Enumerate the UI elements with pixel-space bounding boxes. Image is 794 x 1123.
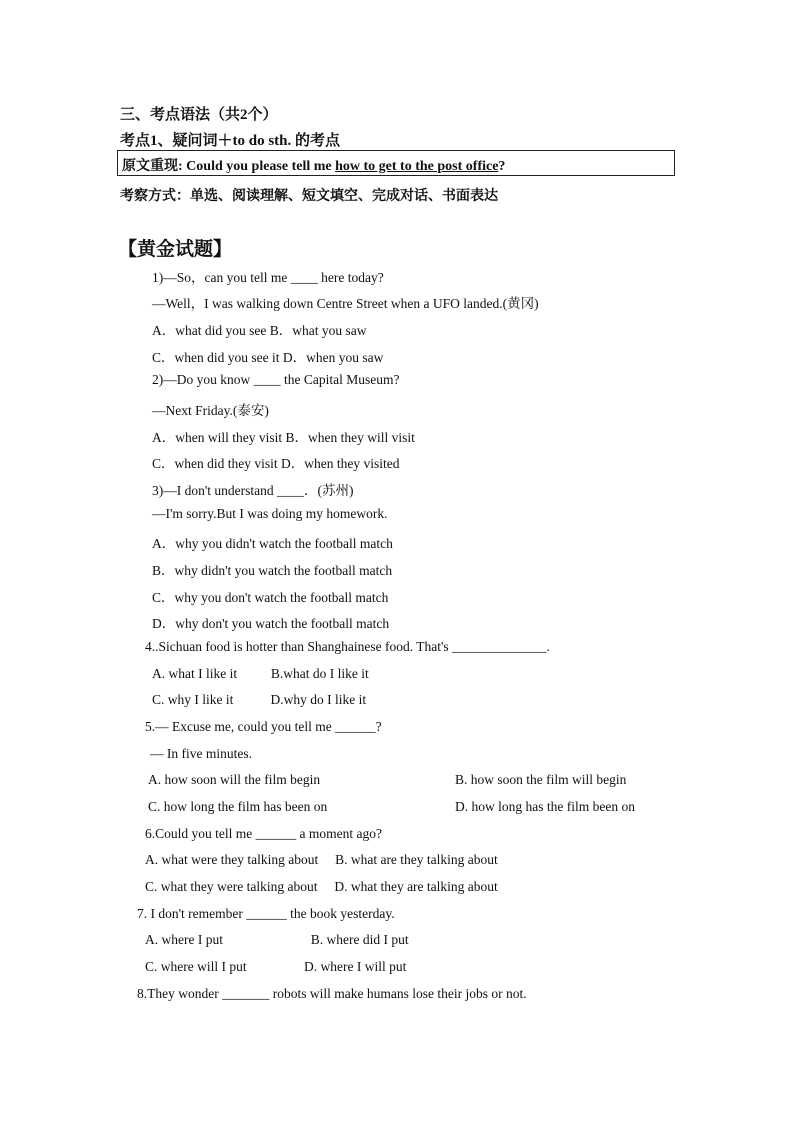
option-line: A．why you didn't watch the football match — [152, 536, 393, 551]
option-d: D. how long has the film been on — [455, 799, 635, 814]
option-line: A. what I like it B.what do I like it — [152, 666, 369, 681]
option-c: C. how long the film has been on — [148, 799, 328, 814]
original-text-box — [117, 150, 675, 176]
option-a: A. how soon will the film begin — [148, 772, 321, 787]
answer-2: —Next Friday.(泰安) — [152, 403, 269, 418]
original-label: 原文重现: — [122, 159, 183, 174]
answer-5: — In five minutes. — [150, 746, 252, 761]
answer-3: —I'm sorry.But I was doing my homework. — [152, 506, 388, 521]
exam-modes: 考察方式：单选、阅读理解、短文填空、完成对话、书面表达 — [120, 189, 498, 204]
option-line: C．when did they visit D．when they visited — [152, 456, 400, 471]
option-line: A．what did you see B．what you saw — [152, 323, 367, 338]
original-underlined: how to get to the post office — [335, 159, 499, 174]
question-5: 5.— Excuse me, could you tell me ______? — [145, 719, 382, 734]
original-text — [122, 155, 505, 175]
question-7: 7. I don't remember ______ the book yesterday. — [137, 906, 395, 921]
original-suffix: ? — [498, 159, 506, 174]
question-8: 8.They wonder _______ robots will make humans lose their jobs or not. — [137, 986, 527, 1001]
option-line: A. where I put B. where did I put — [145, 932, 409, 947]
question-1: 1)—So，can you tell me ____ here today? — [152, 270, 384, 285]
option-line: C. where will I put D. where I will put — [145, 959, 407, 974]
option-b: B. how soon the film will begin — [455, 772, 627, 787]
answer-1: —Well，I was walking down Centre Street when a UFO landed.(黄冈) — [152, 296, 539, 311]
option-line: A. what were they talking about B. what are they talking about — [145, 852, 498, 867]
option-line: A．when will they visit B．when they will visit — [152, 430, 415, 445]
option-line: D．why don't you watch the football match — [152, 616, 390, 631]
question-2: 2)—Do you know ____ the Capital Museum? — [152, 372, 400, 387]
point-title: 考点1、疑问词＋to do sth. 的考点 — [120, 133, 341, 149]
option-line: C. why I like it D.why do I like it — [152, 692, 367, 707]
gold-title: 【黄金试题】 — [118, 239, 233, 260]
question-6: 6.Could you tell me ______ a moment ago? — [145, 826, 382, 841]
question-4: 4..Sichuan food is hotter than Shanghainese food. That's ______________. — [145, 639, 550, 654]
question-3: 3)—I don't understand ____．(苏州) — [152, 483, 354, 498]
option-line: C．when did you see it D．when you saw — [152, 350, 384, 365]
section-title: 三、考点语法（共2个） — [120, 107, 278, 123]
option-line: B．why didn't you watch the football match — [152, 563, 393, 578]
option-line: C. what they were talking about D. what they are talking about — [145, 879, 498, 894]
option-line: C．why you don't watch the football match — [152, 590, 389, 605]
original-prefix: Could you please tell me — [186, 159, 336, 174]
